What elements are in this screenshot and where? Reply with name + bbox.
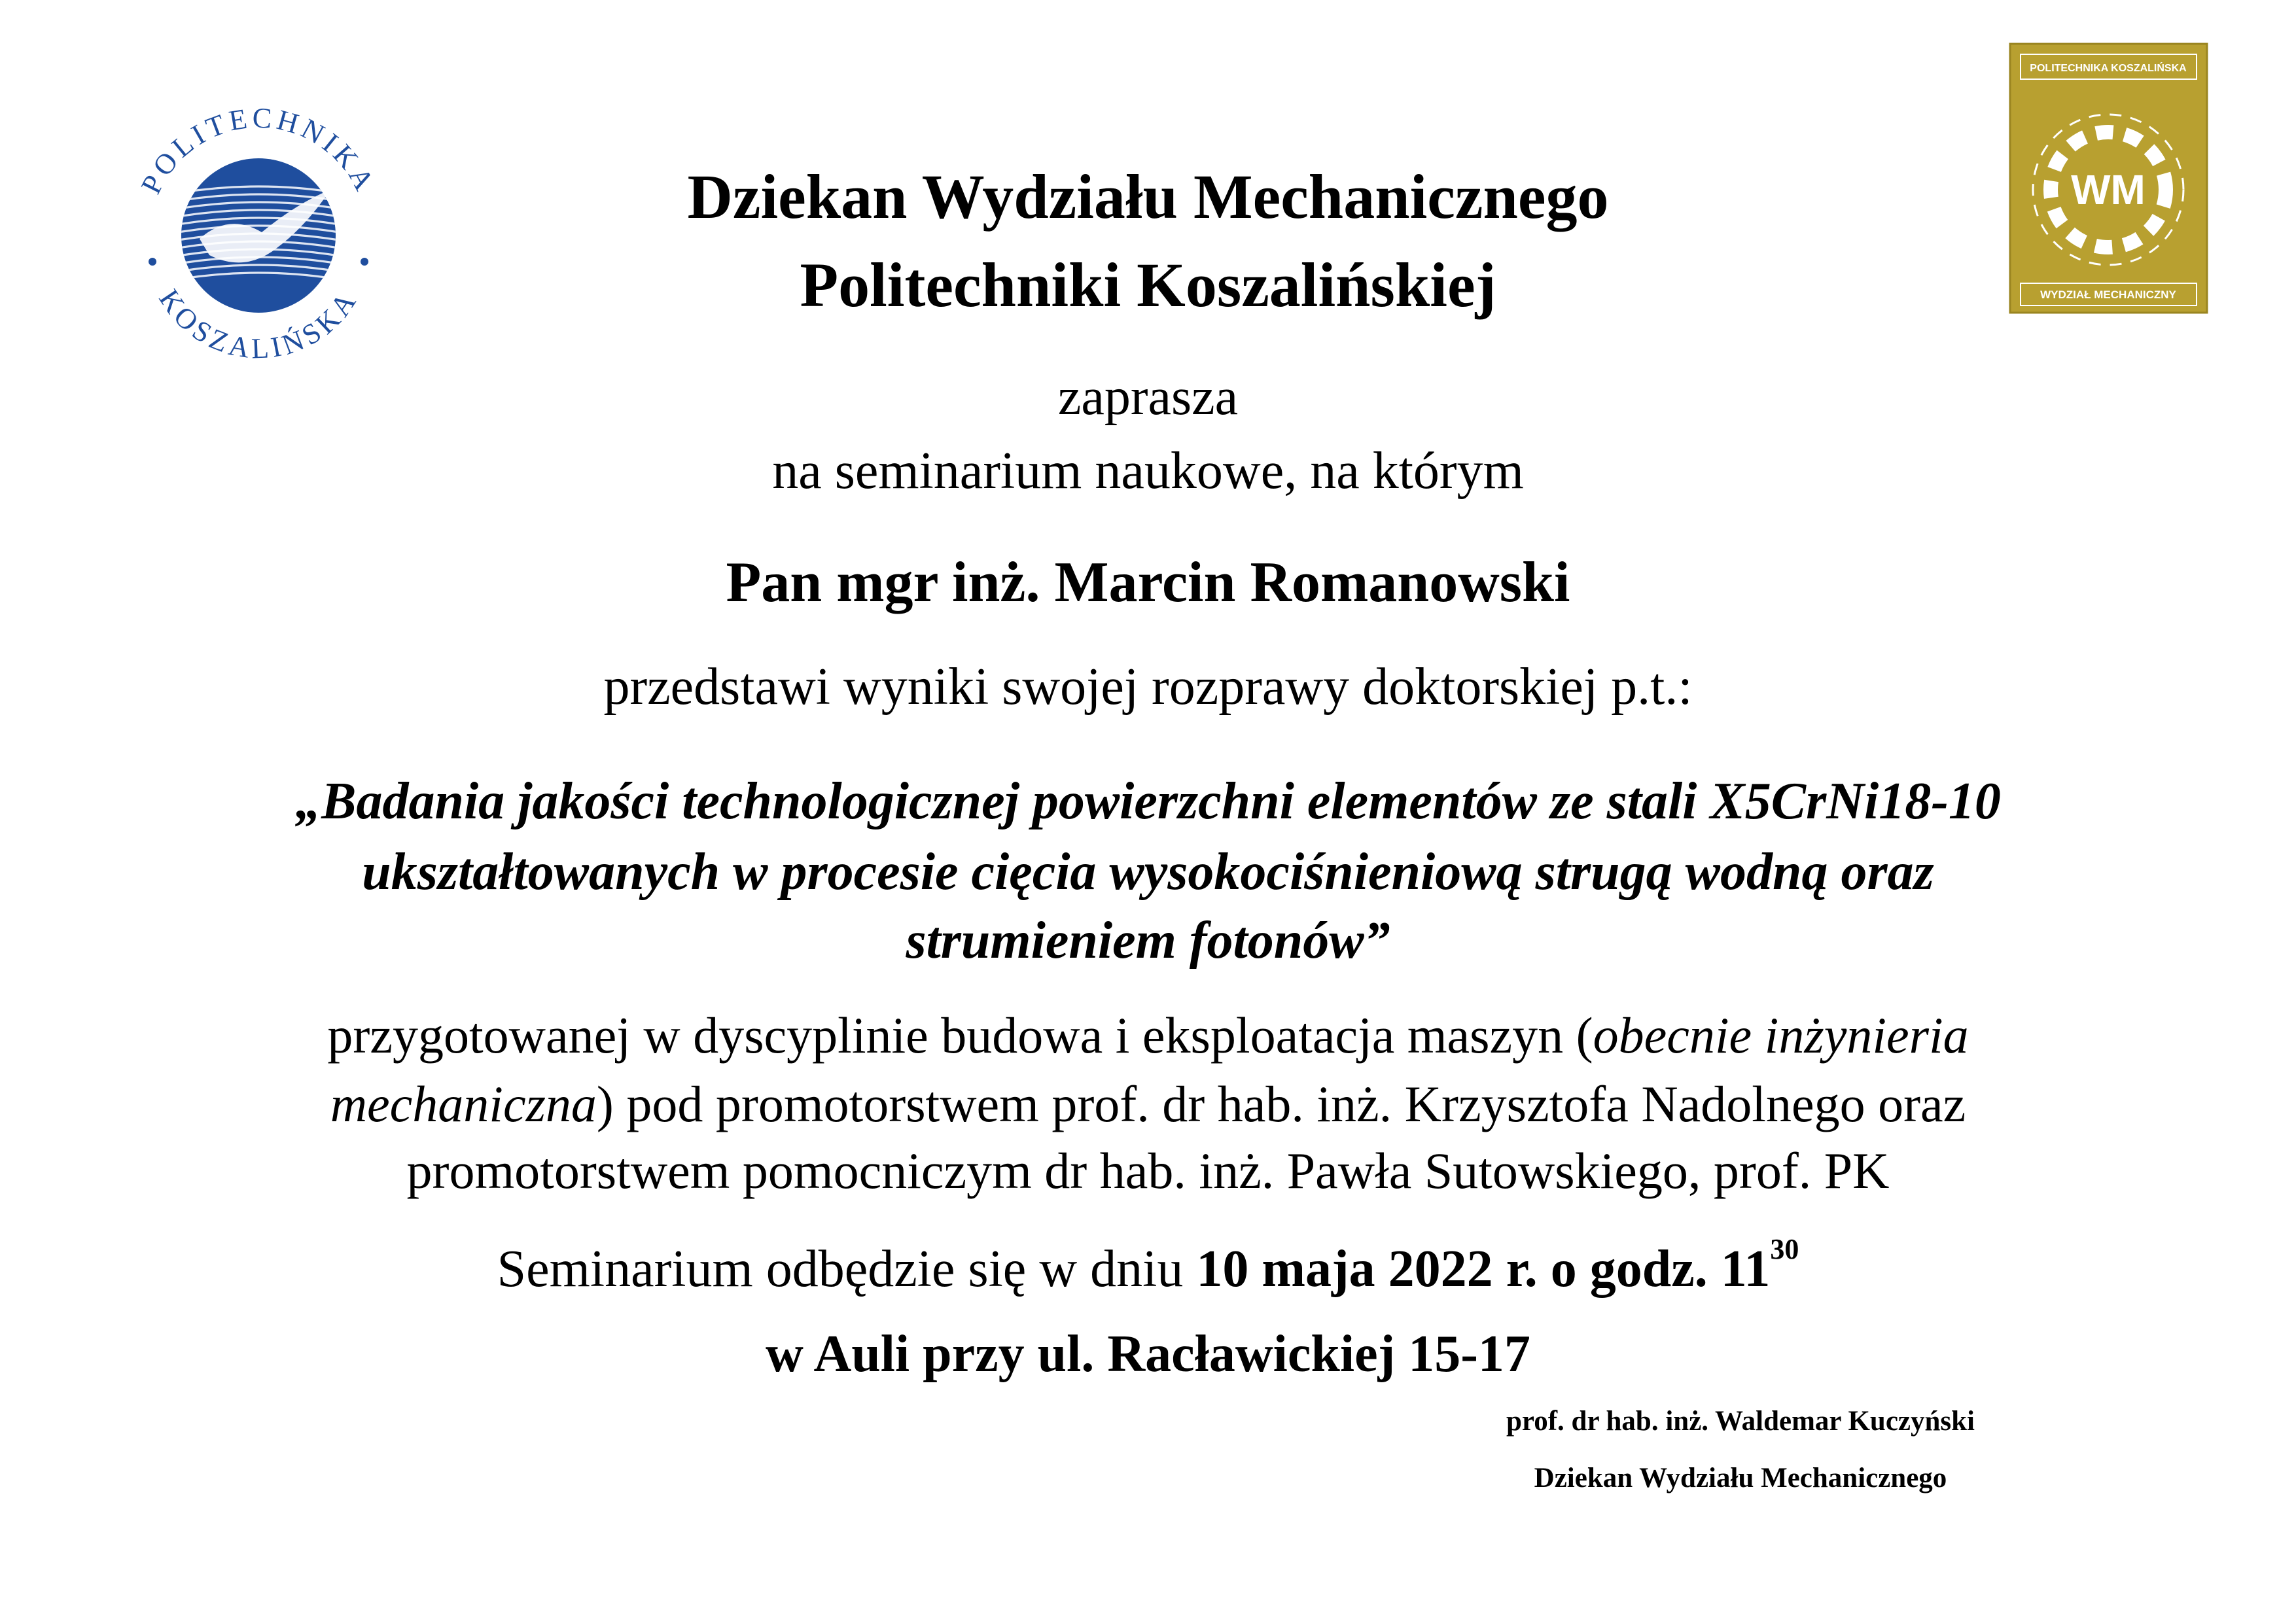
header-line-1: Dziekan Wydziału Mechanicznego xyxy=(687,162,1609,232)
svg-text:WYDZIAŁ MECHANICZNY: WYDZIAŁ MECHANICZNY xyxy=(2040,288,2176,301)
seminar-datetime: Seminarium odbędzie się w dniu 10 maja 2022 r. o godz. $11^{30}$ xyxy=(497,1233,1799,1298)
thesis-title-line-2: ukształtowanych w procesie cięcia wysokociśnieniową strugą wodną oraz xyxy=(362,843,1934,901)
details-line-1: przygotowanej w dyscyplinie budowa i eksploatacja maszyn (obecnie inżynieria xyxy=(327,1007,1969,1064)
svg-text:POLITECHNIKA KOSZALIŃSKA: POLITECHNIKA KOSZALIŃSKA xyxy=(2030,63,2187,74)
seminar-place: w Auli przy ul. Racławickiej 15-17 xyxy=(766,1325,1530,1383)
signature-name: prof. dr hab. inż. Waldemar Kuczyński xyxy=(1506,1406,1975,1437)
speaker-name: Pan mgr inż. Marcin Romanowski xyxy=(726,551,1570,614)
svg-text:POLITECHNIKA: POLITECHNIKA xyxy=(134,101,382,199)
invite-line-2: na seminarium naukowe, na którym xyxy=(772,442,1524,500)
header-line-2: Politechniki Koszalińskiej xyxy=(800,250,1496,320)
details-line-3: promotorstwem pomocniczym dr hab. inż. Pawła Sutowskiego, prof. PK xyxy=(406,1142,1890,1199)
thesis-title-line-3: strumieniem fotonów” xyxy=(906,912,1390,969)
presents-line: przedstawi wyniki swojej rozprawy doktorskiej p.t.: xyxy=(603,658,1693,716)
thesis-title-line-1: „Badania jakości technologicznej powierzchni elementów ze stali X5CrNi18-10 xyxy=(295,773,2001,830)
politechnika-koszalinska-logo xyxy=(121,98,396,373)
svg-text:KOSZALIŃSKA: KOSZALIŃSKA xyxy=(152,283,364,365)
signature-role: Dziekan Wydziału Mechanicznego xyxy=(1534,1463,1947,1493)
invite-line-1: zaprasza xyxy=(1057,368,1239,426)
details-line-2: mechaniczna) pod promotorstwem prof. dr hab. inż. Krzysztofa Nadolnego oraz xyxy=(330,1075,1966,1132)
svg-text:WM: WM xyxy=(2071,166,2146,213)
